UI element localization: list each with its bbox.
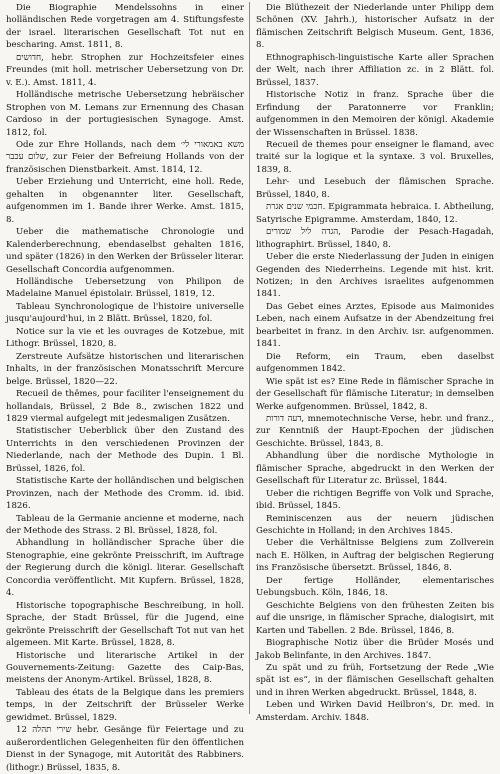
bibliography-entry: Reminiscenzen aus der neuern jüdischen Geschichte in Holland; in den Archives 1845. [256, 513, 494, 537]
column-divider [249, 2, 250, 714]
bibliography-entry: Ode zur Ehre Hollands, nach dem משא באמאורי לי׳ שלום עכבר, zur Feier der Befreiung Hollands von der französischen Dienstbarkeit. Amst. 1814, 12. [6, 139, 245, 175]
bibliography-entry: Abhandlung über die nordische Mythologie in flämischer Sprache, abgedruckt in den Werken der Gesellschaft für Literatur zc. Brüssel, 1844. [256, 451, 494, 487]
bibliography-entry: Leben und Wirken David Heilbron's, Dr. med. in Amsterdam. Archiv. 1848. [256, 700, 494, 723]
bibliography-entry: Recueil de thêmes, pour faciliter l'enseignement du hollandais, Brüssel, 2 Bde 8., zwischen 1822 und 1829 viermal aufgelegt mit jedesmaligen Zusätzen. [6, 389, 244, 424]
bibliography-entry: שירי תהלה 12 hebr. Gesänge für Feiertage und zu außerordentlichen Gelegenheiten für den öffentlichen Dienst in der Synagoge, mit Autorität des Rabbiners. (lithogr.) Brüssel, 1835, 8. [6, 725, 244, 773]
bibliography-entry: Holländische metrische Uebersetzung hebräischer Strophen von M. Lemans zur Ernennung des Chasan Cardoso in der portugiesischen Synagoge. Amst. 1812, fol. [6, 90, 244, 138]
bibliography-entry: Tableau de la Germanie ancienne et moderne, nach der Methode des Strass. 2 Bl. Brüssel, 1828, fol. [6, 513, 244, 537]
bibliography-entry: Notice sur la vie et les ouvrages de Kotzebue, mit Lithogr. Brüssel, 1820, 8. [6, 326, 244, 350]
bibliography-entry: Statistische Karte der holländischen und belgischen Provinzen, nach der Methode des Cromm. id. ibid. 1826. [6, 476, 244, 512]
bibliography-entry: דעה דורות, mnemotechnische Verse, hebr. und franz., zur Kenntniß der Haupt-Epochen der jüdischen Geschichte. Brüssel, 1843, 8. [256, 413, 494, 449]
bibliography-entry: Wie spät ist es? Eine Rede in flämischer Sprache in der Gesellschaft für flämische Literatur; in demselben Werke aufgenommen. Brüssel, 1842, 8. [256, 376, 494, 412]
bibliography-entry: Ethnographisch-linguistische Karte aller Sprachen der Welt, nach ihrer Affiliation zc. in 2 Blätt. fol. Brüssel, 1837. [256, 52, 494, 88]
bibliography-entry: Ueber die richtigen Begriffe von Volk und Sprache, ibid. Brüssel, 1845. [256, 488, 494, 512]
bibliography-entry: Historische und literarische Artikel in der Gouvernements-Zeitung: Gazette des Caip-Bas, meistens der Anonym-Artikel. Brüssel, 1828, 8. [6, 650, 244, 686]
bibliography-entry: Der fertige Holländer, elementarisches Uebungsbuch. Köln, 1846, 18. [256, 575, 494, 599]
bibliography-entry: Die Biographie Mendelssohns in einer holländischen Rede vorgetragen am 4. Stiftungsfeste der israel. literarischen Gesellschaft Tot nut en bescharing. Amst. 1811, 8. [6, 3, 244, 51]
bibliography-entry: Tableau des états de la Belgique dans les premiers temps, in der Zeitschrift der Brüsseler Werke gewidmet. Brüssel, 1829. [6, 687, 244, 723]
bibliography-entry: הגדה ליל שמורים, Parodie der Pesach-Hagadah, lithographirt. Brüssel, 1840, 8. [256, 227, 494, 250]
bibliography-entry: חכמי שנים אגרת. Epigrammata hebraica. I. Abtheilung, Satyrische Epigramme. Amsterdam, 1840, 12. [256, 202, 494, 225]
bibliography-entry: Lehr- und Lesebuch der flämischen Sprache. Brüssel, 1840, 8. [256, 177, 494, 200]
bibliography-entry: Zerstreute Aufsätze historischen und literarischen Inhalts, in der französischen Monatsschrift Mercure belge. Brüssel, 1820—22. [6, 351, 244, 387]
bibliography-entry: Ueber Erziehung und Unterricht, eine holl. Rede, gehalten in obgenannter liter. Gesellschaft, aufgenommen im 1. Bande ihrer Werke. Amst. 1815, 8. [6, 177, 244, 225]
bibliography-entry: Statistischer Ueberblick über den Zustand des Unterrichts in den verschiedenen Provinzen der Niederlande, nach der Methode des Dupin. 1 Bl. Brüssel, 1826, fol. [6, 426, 244, 474]
bibliography-entry: Die Blüthezeit der Niederlande unter Philipp dem Schönen (XV. Jahrh.), historischer Aufsatz in der flämischen Zeitschrift Belgisch Museum. Gent, 1836, 8. [256, 3, 494, 51]
bibliography-entry: Recueil de themes pour enseigner le flamand, avec traité sur la logique et la syntaxe. 3 vol. Bruxelles, 1839, 8. [256, 139, 494, 175]
bibliography-entry: Ueber die mathematische Chronologie und Kalenderberechnung, ebendaselbst gehalten 1816, und später (1826) in den Werken der Brüsseler literar. Gesellschaft Concordia aufgenommen. [6, 227, 244, 275]
left-column [6, 2, 245, 773]
bibliography-entry: Ueber die Verhältnisse Belgiens zum Zollverein nach E. Hölken, in Auftrag der belgischen Regierung ins Französische übersetzt. Brüssel, 1846, 8. [256, 538, 494, 574]
right-column [256, 2, 494, 723]
bibliography-entry: Zu spät und zu früh, Fortsetzung der Rede „Wie spät ist es“, in der flämischen Gesellschaft gehalten und in ihren Werken abgedruckt. Brüssel, 1848, 8. [256, 663, 494, 698]
bibliography-entry: Holländische Uebersetzung von Philipon de Madelaine Manuel épistolair. Brüssel, 1819, 12. [6, 276, 244, 300]
bibliography-entry: Historische topographische Beschreibung, in holl. Sprache, der Stadt Brüssel, für die Jugend, eine gekrönte Preisschrift der Gesellschaft Tot nut van het algemeen. Mit Karte. Brüssel, 1828, 8. [6, 600, 244, 649]
bibliography-entry: Ueber die erste Niederlassung der Juden in einigen Gegenden des Niederrheins. Legende mit hist. krit. Notizen; in den Archives israelites aufgenommen 1841. [256, 252, 494, 300]
bibliography-entry: חדושים, hebr. Strophen zur Hochzeitsfeier eines Freundes (mit holl. metrischer Uebersetzung von Dr. v. E.). Amst. 1811, 4. [6, 52, 244, 88]
bibliography-entry: Die Reform, ein Traum, eben daselbst aufgenommen 1842. [256, 351, 494, 375]
bibliography-entry: Biographische Notiz über die Brüder Mosés und Jakob Belinfante, in den Archives. 1847. [256, 638, 494, 661]
bibliography-entry: Historische Notiz in franz. Sprache über die Erfindung der Paratonnerre vor Franklin; aufgenommen in den Memoiren der königl. Akademie der Wissenschaften in Brüssel. 1838. [256, 90, 494, 138]
bibliography-entry: Das Gebet eines Arztes, Episode aus Maimonides Leben, nach einem Aufsatze in der Abendzeitung frei bearbeitet in franz. in den Archiv. isr. aufgenommen. 1841. [256, 301, 494, 350]
bibliography-entry: Abhandlung in holländischer Sprache über die Stenographie, eine gekrönte Preisschrift, im Auftrage der Regierung durch die königl. literar. Gesellschaft Concordia veröffentlicht. Mit Kupfern. Brüssel, 1828, 4. [6, 538, 244, 599]
bibliography-entry: Geschichte Belgiens von den frühesten Zeiten bis auf die unsrige, in flämischer Sprache, dialogisirt, mit Karten und Tabellen. 2 Bde. Brüssel, 1846, 8. [256, 600, 494, 636]
bibliography-entry: Tableau Synchronologique de l'histoire universelle jusqu'aujourd'hui, in 2 Blätt. Brüssel, 1820, fol. [6, 301, 244, 325]
